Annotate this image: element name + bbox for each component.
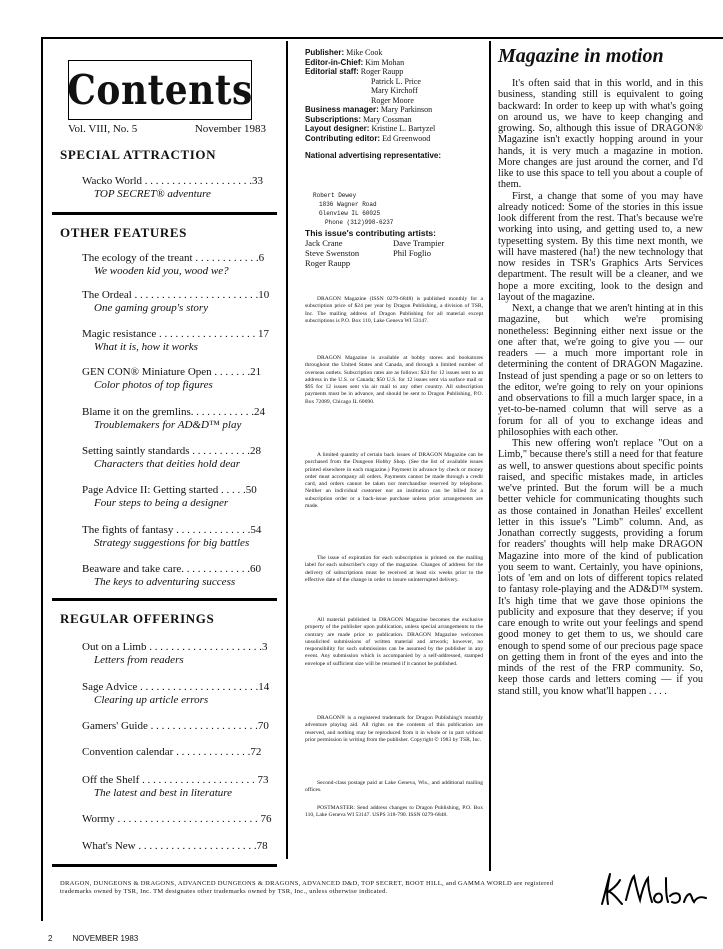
editor-signature [596,870,712,910]
advertising-street: 1836 Wagner Road [319,201,377,208]
contributing-line [305,134,485,144]
section-rule [52,212,277,215]
toc-item-subtitle: The keys to adventuring success [94,576,236,588]
toc-item-title: The Ordeal . . . . . . . . . . . . . . . . . . . . . . .10 [82,289,270,301]
toc-item-subtitle: Color photos of top figures [94,379,213,391]
toc-item-title: Setting saintly standards . . . . . . . . . . .28 [82,445,262,457]
editorial-paragraph: First, a change that some of you may have already noticed: Some of the stories in this issue look different from the rest. That's because we're working into using, and getting used to, a new typesetting system. By this time next month, we will have mastered (ha!) the new technology that now resides in TSR's Graphics Arts Services department. The result will be a cleaner, and we hope a more exciting, look to the design and layout of the magazine. [498,190,703,303]
trademark-notice: DRAGON, DUNGEONS & DRAGONS, ADVANCED DUNGEONS & DRAGONS, ADVANCED D&D, TOP SECRET, BOOT HILL, and GAMMA WORLD are registered trademarks owned by TSR, Inc. TM designates other trademarks owned by TSR, Inc., unless otherwise indicated. [60,880,554,895]
business-name: Mary Parkinson [380,105,433,114]
toc-item[interactable] [82,289,277,315]
toc-item[interactable] [82,813,277,826]
toc-item[interactable] [82,252,277,278]
toc-item-subtitle: Strategy suggestions for big battles [94,537,250,549]
toc-item-subtitle: One gaming group's story [94,302,209,314]
toc-item-subtitle: Clearing up article errors [94,694,209,706]
toc-item-subtitle: We wooden kid you, wood we? [94,265,229,277]
layout-line [305,124,485,134]
editorial-paragraph: This new offering won't replace "Out on a Limb," because there's still a need for that feature as well, to answer questions about specific points raised, and specific mistakes made, in articles we've printed. But the forum will be a much better vehicle for communicating thoughts such as those contained in Jonathan Heiles' excellent letter in this issue's "Limb" column. And, as Jonathan correctly suggests, providing a forum for readers' thoughts will help make DRAGON Magazine into more of the kind of publication you seem to want. Certainly, you have opinions, lots of 'em and on lots of different topics related to fantasy role-playing and the AD&D™ system. It's high time that we gave those opinions the publicity and exposure that they deserve; if you care enough to write out your feelings and spend good money to get them to us, we should care enough to spend some of our precious page space on getting them in front of the eyes and into the minds of the rest of the FRP community. So, keep those cards and letters coming — if you stand still, you know what'll happen . . . . [498,438,703,697]
toc-item[interactable] [82,641,277,667]
staff-name: Roger Moore [371,95,414,105]
editor-name: Kim Mohan [365,57,405,67]
masthead [305,48,485,161]
toc-item-title: The ecology of the treant . . . . . . . . . . . .6 [82,252,265,264]
toc-item-title: Blame it on the gremlins. . . . . . . . . . . .24 [82,406,266,418]
toc-item-subtitle: TOP SECRET® adventure [94,188,211,200]
contents-title: Contents [67,65,253,115]
column-divider-right [489,41,491,871]
staff-line [305,67,485,77]
toc-item[interactable] [82,445,277,471]
fineprint-paragraph: The issue of expiration for each subscription is printed on the mailing label for each subscriber's copy of the magazine. Changes of address for the delivery of subscriptions must be received at least six weeks prior to the effective date of the change in order to insure uninterrupted delivery. [305,555,483,583]
toc-item-title: GEN CON® Miniature Open . . . . . . .21 [82,366,262,378]
volume-number: Vol. VIII, No. 5 [68,123,138,135]
toc-item-title: Magic resistance . . . . . . . . . . . . . . . . . . 17 [82,328,269,340]
toc-item-title: The fights of fantasy . . . . . . . . . . . . . .54 [82,524,262,536]
advertising-address [313,191,393,227]
toc-item-title: Gamers' Guide . . . . . . . . . . . . . . . . . . . .70 [82,720,269,732]
toc-item[interactable] [82,563,277,589]
fineprint-paragraph: DRAGON Magazine (ISSN 0279-6848) is published monthly for a subscription price of $24 per year by Dragon Publishing, a division of TSR, Inc. The mailing address of Dragon Publishing for all material except subscriptions is P.O. Box 110, Lake Geneva WI 53147. [305,296,483,324]
section-rule [52,598,277,601]
toc-item-title: Wacko World . . . . . . . . . . . . . . . . . . . .33 [82,175,264,187]
toc-item[interactable] [82,484,277,510]
fineprint-paragraph: A limited quantity of certain back issues of DRAGON Magazine can be purchased from the Dungeon Hobby Shop. (See the list of available issues printed elsewhere in each magazine.) Payment in advance by check or money order must accompany all orders. Payments cannot be made through a credit card, and orders cannot be taken nor merchandise reserved by telephone. Neither an individual customer nor an institution can be billed for a subscription order or a back-issue purchase unless prior arrangements are made. [305,452,483,510]
toc-item-title: Beaware and take care. . . . . . . . . . . . .60 [82,563,261,575]
publisher-name: Mike Cook [346,48,383,57]
artist-name: Phil Foglio [393,248,432,258]
fineprint-paragraph: Second-class postage paid at Lake Geneva, Wis., and additional mailing offices. [305,780,483,794]
contributing-name: Ed Greenwood [382,133,431,143]
artist-name: Roger Raupp [305,258,351,268]
layout-name: Kristine L. Bartyzel [371,124,436,133]
advertising-line [305,151,485,161]
issue-date: November 1983 [194,123,266,135]
toc-item[interactable] [82,746,277,759]
editor-line [305,58,485,68]
toc-item[interactable] [82,524,277,550]
toc-item-title: Wormy . . . . . . . . . . . . . . . . . . . . . . . . . . 76 [82,813,272,825]
artists-block [305,228,485,268]
contributing-label: Contributing editor: [305,133,381,143]
staff-name: Roger Raupp [360,67,404,76]
fineprint-paragraph: POSTMASTER: Send address changes to Dragon Publishing, P.O. Box 110, Lake Geneva WI 53147. USPS 318-790. ISSN 0279-6848. [305,805,483,819]
fineprint-paragraph: All material published in DRAGON Magazine becomes the exclusive property of the publisher upon publication, unless special arrangements to the contrary are made prior to publication. DRAGON Magazine welcomes unsolicited submissions of written material and artwork; however, no responsibility for such submissions can be assumed by the publisher in any event. Any submission which is accompanied by a self-addressed, stamped envelope of sufficient size will be returned if it cannot be published. [305,617,483,667]
issue-line [68,123,266,135]
advertising-city: Glenview IL 60025 [319,210,381,217]
editor-label: Editor-in-Chief: [305,57,364,67]
editorial-title: Magazine in motion [498,45,664,67]
toc-item-title: What's New . . . . . . . . . . . . . . . . . . . . . .78 [82,840,268,852]
toc-item-title: Page Advice II: Getting started . . . . .50 [82,484,257,496]
business-label: Business manager: [305,105,379,114]
advertising-label: National advertising representative: [305,151,442,160]
toc-item[interactable] [82,175,277,201]
staff-label: Editorial staff: [305,67,359,76]
toc-item[interactable] [82,366,277,392]
staff-name: Mary Kirchoff [371,86,418,95]
artist-name: Dave Trampier [393,238,445,248]
toc-item-subtitle: Letters from readers [94,654,184,666]
toc-item[interactable] [82,774,277,800]
footer-month: NOVEMBER 1983 [72,934,139,943]
fineprint-paragraph: DRAGON® is a registered trademark for Dragon Publishing's monthly adventure playing aid. All rights on the contents of this publication are reserved, and nothing may be reproduced from it in whole or in part without prior permission in writing from the publisher. Copyright © 1983 by TSR, Inc. [305,715,483,743]
toc-item-subtitle: What it is, how it works [94,341,198,353]
layout-label: Layout designer: [305,124,370,133]
toc-item-subtitle: Characters that deities hold dear [94,458,241,470]
toc-item[interactable] [82,720,277,733]
editorial-body [498,78,703,697]
advertising-contact: Robert Dewey [313,192,357,199]
section-rule [52,864,277,867]
toc-item[interactable] [82,406,277,432]
toc-item[interactable] [82,681,277,707]
toc-item-subtitle: Troublemakers for AD&D™ play [94,419,242,431]
advertising-phone: Phone (312)998-6237 [325,219,394,226]
subscriptions-name: Mary Cossman [363,114,412,124]
toc-item-title: Out on a Limb . . . . . . . . . . . . . . . . . . . . .3 [82,641,268,653]
business-line [305,105,485,115]
fineprint-paragraph: DRAGON Magazine is available at hobby stores and bookstores throughout the United States and Canada, and through a limited number of overseas outlets. Subscription rates are as follows: $24 for 12 issues sent to an address in the U.S. or Canada; $50 U.S. for 12 issues sent via surface mail or $95 for 12 issues sent via air mail to any other country. All subscription payments must be in advance, and should be sent to Dragon Publishing, P.O. Box 72089, Chicago IL 60690. [305,355,483,405]
toc-item-title: Convention calendar . . . . . . . . . . . . . .72 [82,746,262,758]
editorial-paragraph: It's often said that in this world, and in this business, standing still is equivalent to going backward: In order to keep up with what's going on around us, we have to keep changing and growing. So, although this issue of DRAGON® Magazine isn't exactly hopping around in your hands, it is very much a magazine in motion. More changes are just around the corner, and I'd like to use this space to tell you about a couple of them. [498,78,703,191]
toc-item-title: Off the Shelf . . . . . . . . . . . . . . . . . . . . . 73 [82,774,269,786]
toc-item-subtitle: Four steps to being a designer [94,497,229,509]
toc-item[interactable] [82,328,277,354]
staff-name: Patrick L. Price [371,76,421,86]
subscriptions-label: Subscriptions: [305,114,362,124]
contents-logo [68,60,252,120]
column-divider-left [286,41,288,859]
section-heading-features: OTHER FEATURES [60,225,187,240]
artists-label: This issue's contributing artists: [305,228,436,238]
toc-item-subtitle: The latest and best in literature [94,787,232,799]
section-heading-special: SPECIAL ATTRACTION [60,147,217,162]
page-footer [48,934,158,943]
publisher-label: Publisher: [305,48,345,57]
artist-name: Steve Swenston [305,248,360,258]
publisher-line [305,48,485,58]
page-number: 2 [48,934,53,943]
editorial-paragraph: Next, a change that we aren't hinting at in this magazine, but which we're promising nonetheless: Beginning either next issue or the one after that, we're going to give you — our readers — a much more important role in determining the content of DRAGON Magazine. Instead of just spending a page or so on letters to the editor, we're going to rely on your opinions and observations to fill a much larger space, in a yet-to-be-named column that will serve as a forum for all of you to exchange ideas and philosophies with each other. [498,303,703,438]
section-heading-regular: REGULAR OFFERINGS [60,611,215,626]
toc-item[interactable] [82,840,277,853]
artist-name: Jack Crane [305,238,343,248]
subscriptions-line [305,115,485,125]
toc-item-title: Sage Advice . . . . . . . . . . . . . . . . . . . . . .14 [82,681,270,693]
